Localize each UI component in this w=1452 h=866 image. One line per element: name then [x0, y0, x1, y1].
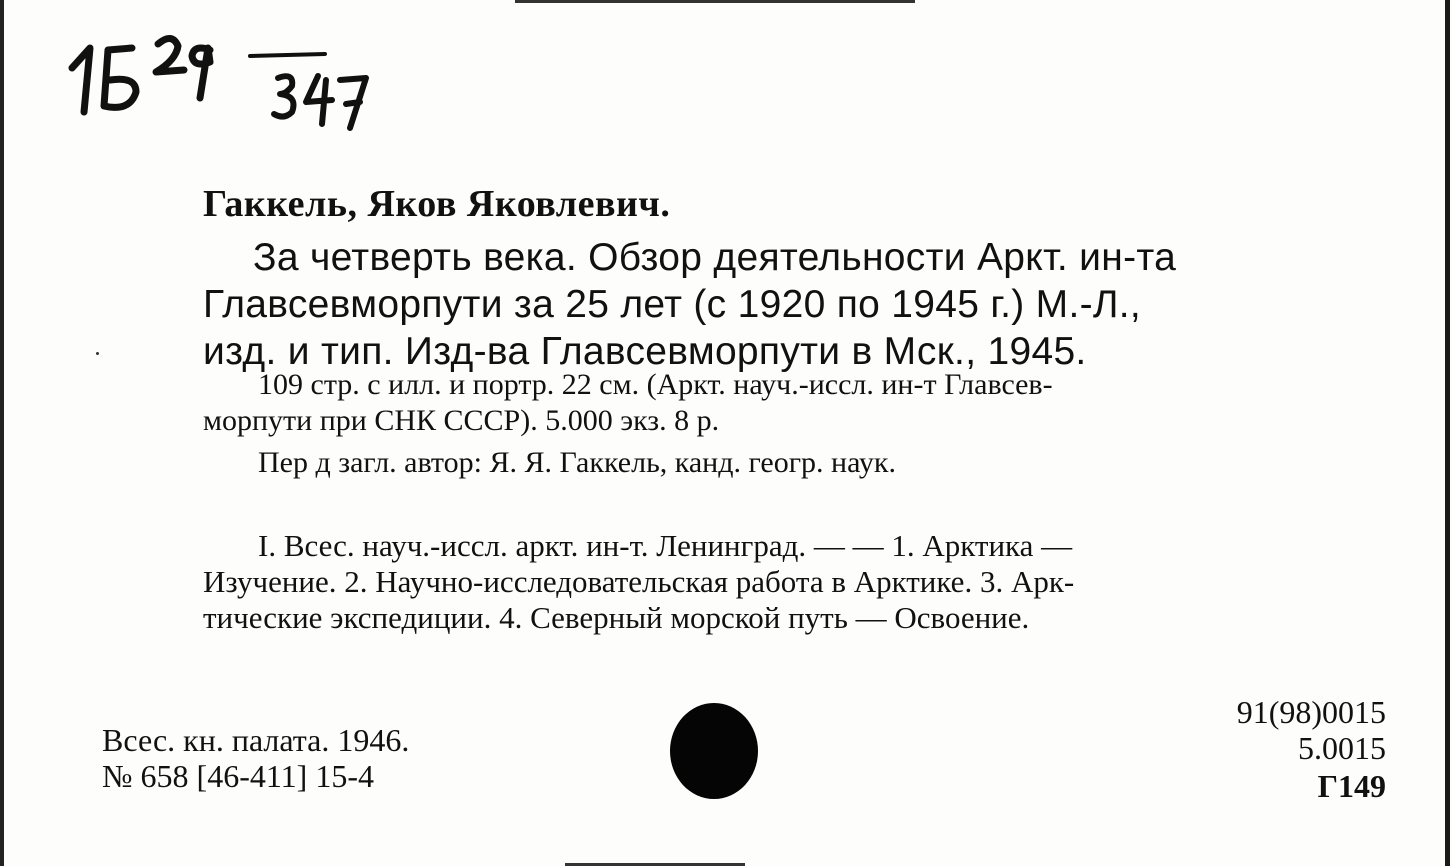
- handwritten-call-number-glyphs: [60, 20, 380, 140]
- description-line-1: 109 стр. с илл. и портр. 22 см. (Аркт. науч.-иссл. ин-т Главсев-: [258, 368, 1053, 401]
- speck: [96, 352, 99, 355]
- title-line-3: изд. и тип. Изд-ва Главсевморпути в Мск., 1945.: [203, 330, 1087, 373]
- handwritten-call-number: [60, 20, 380, 140]
- title-line-2: Главсевморпути за 25 лет (с 1920 по 1945 г.) М.-Л.,: [203, 283, 1142, 326]
- subject-line-3: тические экспедиции. 4. Северный морской путь — Освоение.: [203, 600, 1030, 635]
- classification-udc: 91(98)0015: [1236, 694, 1386, 730]
- description-line-3: Пер д загл. автор: Я. Я. Гаккель, канд. геогр. наук.: [258, 446, 896, 479]
- classification-bbk: 5.0015: [1298, 730, 1386, 766]
- record-number-line: № 658 [46-411] 15-4: [102, 758, 374, 794]
- publisher-line: Всес. кн. палата. 1946.: [102, 722, 410, 758]
- card-top-edge: [515, 0, 915, 3]
- subject-line-1: I. Всес. науч.-иссл. аркт. ин-т. Ленинград. — — 1. Арктика —: [258, 528, 1073, 563]
- title-line-1: За четверть века. Обзор деятельности Аркт. ин-та: [253, 236, 1177, 279]
- subject-line-2: Изучение. 2. Научно-исследовательская работа в Арктике. 3. Арк-: [203, 564, 1075, 599]
- author-mark: Г149: [1317, 768, 1386, 804]
- author-heading: Гаккель, Яков Яковлевич.: [203, 183, 671, 225]
- card-right-edge: [1445, 0, 1450, 866]
- punch-hole: [670, 703, 758, 799]
- card-left-edge: [0, 0, 4, 866]
- description-line-2: морпути при СНК СССР). 5.000 экз. 8 р.: [203, 404, 720, 437]
